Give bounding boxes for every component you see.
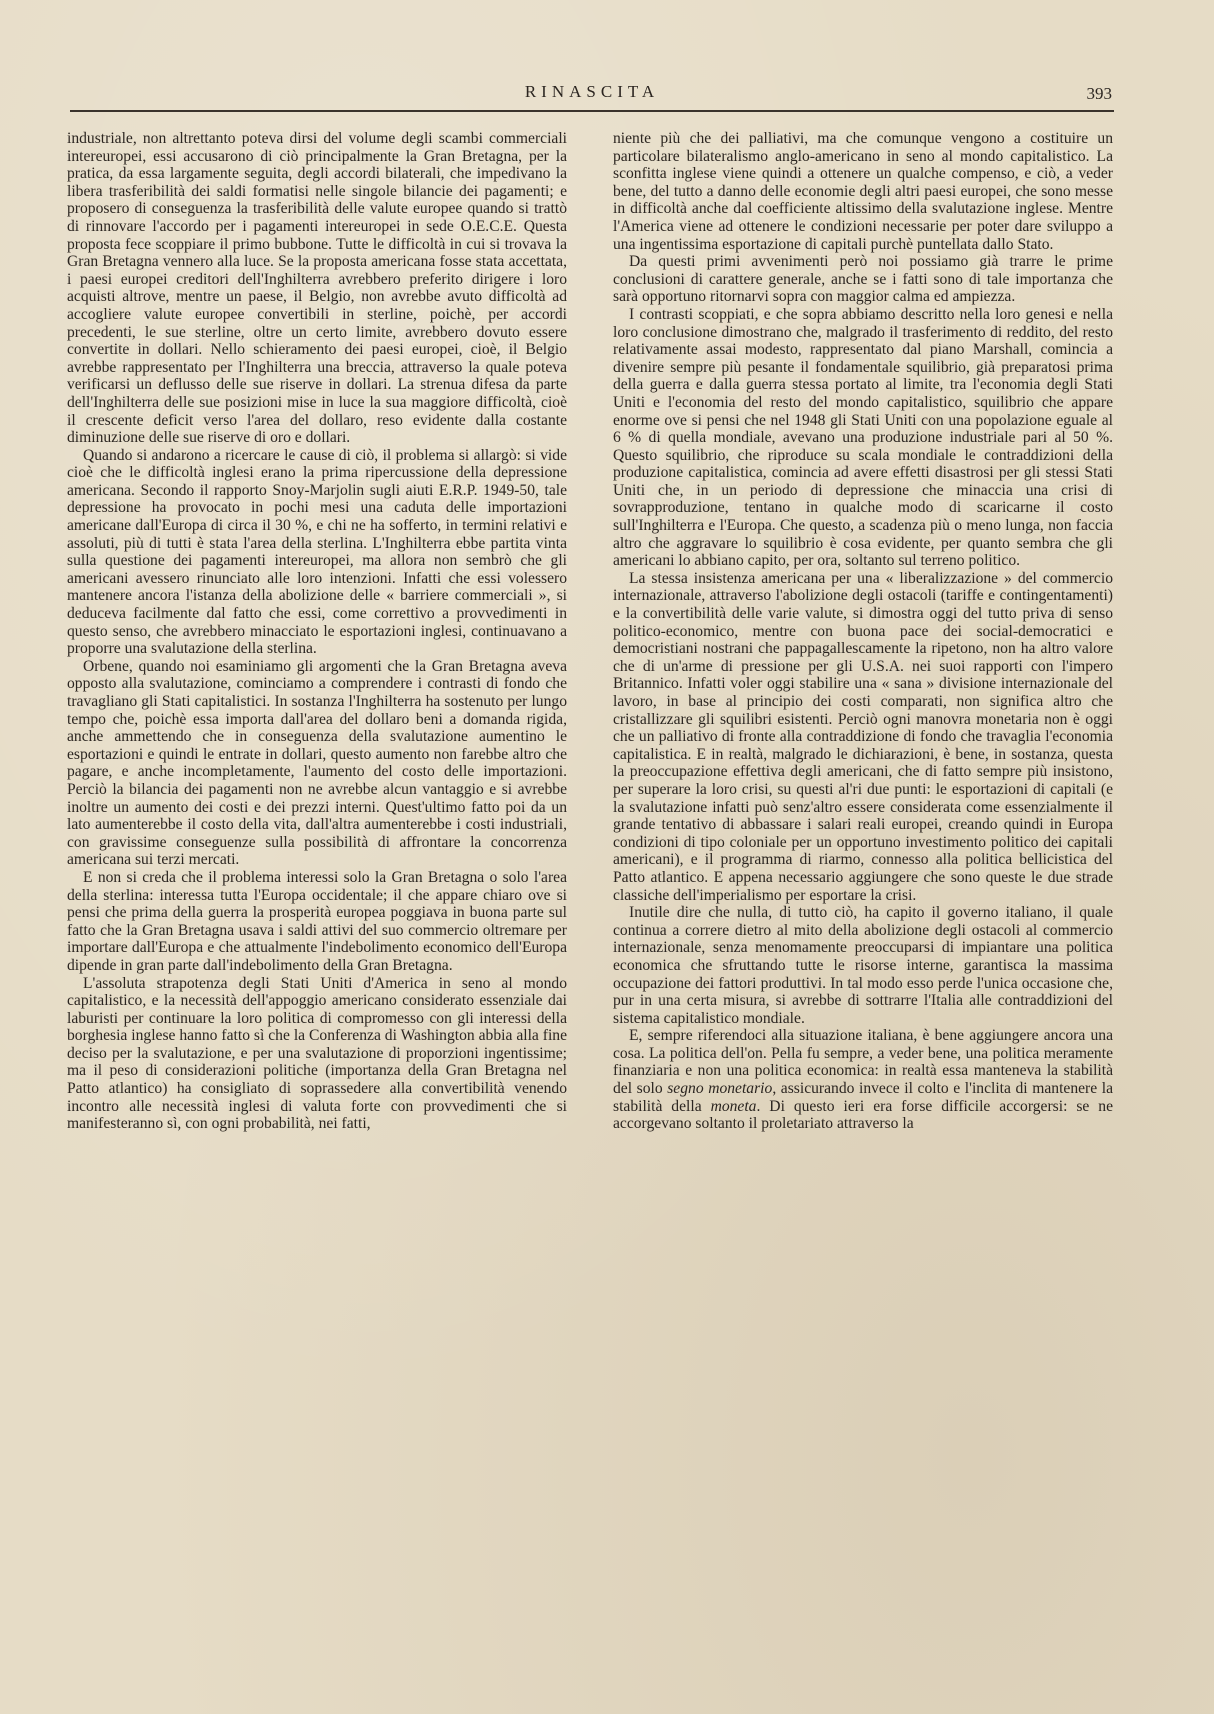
text-run: , assicurando invece il colto e l'inclita di mantenere la stabilità della xyxy=(613,1080,1114,1115)
paragraph: Da questi primi avvenimenti però noi possiamo già trarre le prime conclusioni di carattere generale, anche se i fatti sono di tale importanza che sarà opportuno ritornarvi sopra con maggior calma ed ampiezza. xyxy=(613,253,1113,306)
paragraph: E non si creda che il problema interessi solo la Gran Bretagna o solo l'area della sterlina: interessa tutta l'Europa occidentale; il che appare chiaro ove si pensi che prima della guerra la prosperità europea poggiava in buona parte sul fatto che la Gran Bretagna usava i saldi attivi del suo commercio oltremare per importare dall'Europa e che attualmente l'indebolimento economico dell'Europa dipende in gran parte dall'indebolimento della Gran Bretagna. xyxy=(67,868,567,974)
paragraph: industriale, non altrettanto poteva dirsi del volume degli scambi commerciali intereuropei, essi accusarono di ciò principalmente la Gran Bretagna, per la pratica, da essa largamente seguita, degli accordi bilaterali, che impedivano la libera trasferibilità dei saldi formatisi nelle singole bilancie dei pagamenti; e proposero di conseguenza la trasferibilità delle valute europee quando si trattò di rinnovare l'accordo per i pagamenti intereuropei in sede O.E.C.E. Questa proposta fece scoppiare il primo bubbone. Tutte le difficoltà in cui si trovava la Gran Bretagna vennero alla luce. Se la proposta americana fosse stata accettata, i paesi europei creditori dell'Inghilterra avrebbero preferito dirigere i loro acquisti altrove, mentre un paese, il Belgio, non avrebbe avuto difficoltà ad accogliere valute europee convertibili in sterline, poichè, per accordi precedenti, le sue sterline, oltre un certo limite, avrebbero dovuto essere convertite in dollari. Nello schieramento dei paesi europei, cioè, il Belgio avrebbe rappresentato per l'Inghilterra una breccia, attraverso la quale poteva verificarsi un deflusso delle sue riserve in dollari. La strenua difesa da parte dell'Inghilterra delle sue posizioni mise in luce la sua maggiore difficoltà, cioè il crescente deficit verso l'area del dollaro, reso evidente dalla costante diminuzione delle sue riserve di oro e dollari. xyxy=(67,130,567,447)
page-number: 393 xyxy=(1086,84,1112,103)
italic-term: segno monetario xyxy=(667,1080,773,1098)
page-header xyxy=(70,72,1114,112)
right-column xyxy=(613,130,1113,1133)
paragraph: La stessa insistenza americana per una « liberalizzazione » del commercio internazionale, attraverso l'abolizione degli ostacoli (tariffe e contingentamenti) e la convertibilità delle varie valute, si dimostra oggi del tutto priva di senso politico-economico, mentre con buona pace dei social-democratici e democristiani nostrani che pappagallescamente la ripetono, non ha altro valore che di un'arme di pressione per gli U.S.A. nei suoi rapporti con l'impero Britannico. Infatti voler oggi stabilire una « sana » divisione internazionale del lavoro, in base al principio dei costi comparati, non significa altro che cristallizzare gli squilibri esistenti. Perciò ogni manovra monetaria non è oggi che un palliativo di fronte alla contraddizione di fondo che travaglia l'economia capitalistica. E in realtà, malgrado le dichiarazioni, è bene, in sostanza, questa la preoccupazione effettiva degli americani, che di fatto sempre più insistono, per superare la loro crisi, su questi al'ri due punti: le esportazioni di capitali (e la svalutazione infatti può senz'altro essere considerata come essenzialmente il grande tentativo di abbassare i salari reali europei, creando quindi in Europa condizioni di tipo coloniale per un opportuno investimento politico dei capitali americani), e il programma di riarmo, connesso alla politica bellicistica del Patto atlantico. E appena necessario aggiungere che sono queste le due strade classiche dell'imperialismo per esportare la crisi. xyxy=(613,569,1113,904)
paragraph: Inutile dire che nulla, di tutto ciò, ha capito il governo italiano, il quale continua a correre dietro al mito della abolizione degli ostacoli al commercio internazionale, senza menomamente preoccuparsi di impiantare una politica economica che sfruttando tutte le risorse interne, garantisca la massima occupazione dei fattori produttivi. In tal modo esso perde l'unica occasione che, pur in una certa misura, si avrebbe di sottrarre l'Italia alle contraddizioni del sistema capitalistico mondiale. xyxy=(613,904,1113,1027)
paragraph: Orbene, quando noi esaminiamo gli argomenti che la Gran Bretagna aveva opposto alla svalutazione, cominciamo a comprendere i contrasti di fondo che travagliano gli Stati capitalistici. In sostanza l'Inghilterra ha sostenuto per lungo tempo che, poichè essa importa dall'area del dollaro beni a domanda rigida, anche ammettendo che in conseguenza della svalutazione aumentino le esportazioni e quindi le entrate in dollari, questo aumento non farebbe altro che pagare, e anche incompletamente, l'aumento del costo delle importazioni. Perciò la bilancia dei pagamenti non ne avrebbe alcun vantaggio e si avrebbe inoltre un aumento dei costi e dei prezzi interni. Quest'ultimo fatto poi da un lato aumenterebbe il costo della vita, dall'altra aumenterebbe i costi industriali, con gravissime conseguenze sulla possibilità di affrontare la concorrenza americana sui terzi mercati. xyxy=(67,657,567,869)
italic-term: moneta xyxy=(710,1097,757,1115)
text-run: E, sempre riferendoci alla situazione italiana, è bene aggiungere ancora una cosa. La politica dell'on. Pella fu sempre, a veder bene, una politica meramente finanziaria e non una politica economica: in realtà essa manteneva la stabilità del solo xyxy=(613,1027,1113,1098)
text-run: . Di questo ieri era forse difficile accorgersi: se ne accorgevano soltanto il proletariato attraverso la xyxy=(613,1097,1113,1133)
left-column xyxy=(67,130,567,1133)
paragraph: Quando si andarono a ricercare le cause di ciò, il problema si allargò: si vide cioè che le difficoltà inglesi erano la prima ripercussione della depressione americana. Secondo il rapporto Snoy-Marjolin sugli aiuti E.R.P. 1949-50, tale depressione ha provocato in pochi mesi una caduta delle importazioni americane dall'Europa di circa il 30 %, e chi ne ha sofferto, in termini relativi e assoluti, più di tutti è stata l'area della sterlina. L'Inghilterra ebbe partita vinta sulla questione dei pagamenti intereuropei, ma allora non sembrò che gli americani avessero rinunciato alle loro intenzioni. Infatti che essi volessero mantenere ancora l'istanza della abolizione delle « barriere commerciali », si deduceva facilmente dal fatto che essi, come correttivo a provvedimenti in questo senso, che avrebbero minacciato le esportazioni inglesi, continuavano a proporre una svalutazione della sterlina. xyxy=(67,446,567,658)
paragraph: I contrasti scoppiati, e che sopra abbiamo descritto nella loro genesi e nella loro conclusione dimostrano che, malgrado il trasferimento di reddito, del resto relativamente assai modesto, rappresentato dal piano Marshall, comincia a divenire sempre più pesante il fondamentale squilibrio, già preparatosi prima della guerra e dalla guerra stessa portato al limite, tra l'economia degli Stati Uniti e l'economia del resto del mondo capitalistico, squilibrio che appare enorme ove si pensi che nel 1948 gli Stati Uniti con una popolazione eguale al 6 % di quella mondiale, avevano una produzione industriale pari al 50 %. Questo squilibrio, che riproduce su scala mondiale le contraddizioni della produzione capitalistica, comincia ad avere effetti disastrosi per gli stessi Stati Uniti che, in un periodo di depressione che minaccia una crisi di sovrapproduzione, tentano in qualche modo di scaricarne il costo sull'Inghilterra e l'Europa. Che questo, a scadenza più o meno lunga, non faccia altro che aggravare lo squilibrio è cosa evidente, per quanto sembra che gli americani lo abbiano capito, per ora, soltanto sul terreno politico. xyxy=(613,305,1113,570)
paragraph: niente più che dei palliativi, ma che comunque vengono a costituire un particolare bilateralismo anglo-americano in seno al mondo capitalistico. La sconfitta inglese viene quindi a ottenere un qualche compenso, e ciò, a veder bene, del tutto a danno delle economie degli altri paesi europei, che sono messe in difficoltà anche dal coefficiente altissimo della svalutazione inglese. Mentre l'America viene ad ottenere le condizioni necessarie per poter dare sviluppo a una ingentissima esportazione di capitali purchè puntellata dallo Stato. xyxy=(613,130,1113,253)
paragraph: L'assoluta strapotenza degli Stati Uniti d'America in seno al mondo capitalistico, e la necessità dell'appoggio americano considerato essenziale dai laburisti per continuare la loro politica di compromesso con gli interessi della borghesia inglese hanno fatto sì che la Conferenza di Washington abbia alla fine deciso per la svalutazione, e per una svalutazione di proporzioni ingentissime; ma il peso di considerazioni politiche (importanza della Gran Bretagna nel Patto atlantico) ha consigliato di soprassedere alla convertibilità venendo incontro alle necessità inglesi di valuta forte con provvedimenti che si manifesteranno sì, con ogni probabilità, nei fatti, xyxy=(67,974,567,1133)
paragraph xyxy=(613,1027,1113,1133)
running-title: RINASCITA xyxy=(524,82,660,101)
